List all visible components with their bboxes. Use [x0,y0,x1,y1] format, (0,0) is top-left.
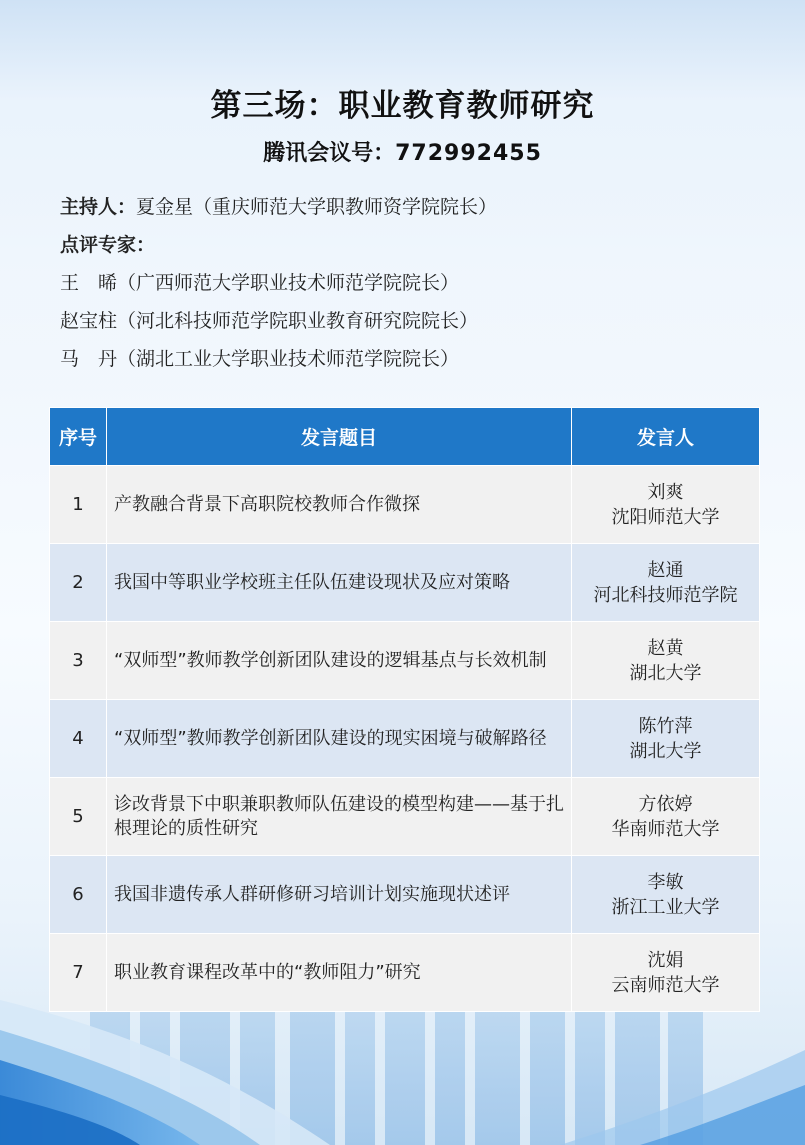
meeting-id [0,136,805,167]
row-topic: 我国非遗传承人群研修研习培训计划实施现状述评 [107,856,572,934]
host-value: 夏金星（重庆师范大学职教师资学院院长） [136,196,498,218]
speaker-org: 河北科技师范学院 [593,584,738,606]
table-header-row [50,408,760,466]
reviewers-label-line [60,226,760,264]
speaker-name: 李敏 [647,871,684,893]
row-speaker [572,544,760,622]
table-row [50,466,760,544]
speaker-name: 赵黄 [647,637,684,659]
reviewer-item: 赵宝柱（河北科技师范学院职业教育研究院院长） [60,310,479,332]
reviewer-item: 王 晞（广西师范大学职业技术师范学院院长） [60,272,460,294]
meeting-label: 腾讯会议号： [263,141,396,166]
header-no: 序号 [50,408,107,466]
table-row [50,700,760,778]
speaker-org: 湖北大学 [629,662,702,684]
agenda-table [49,407,760,1012]
row-topic: 诊改背景下中职兼职教师队伍建设的模型构建——基于扎根理论的质性研究 [107,778,572,856]
table-row [50,544,760,622]
row-number: 7 [50,934,107,1012]
table-row [50,934,760,1012]
row-number: 5 [50,778,107,856]
row-number: 6 [50,856,107,934]
session-info [60,188,760,378]
page-title: 第三场：职业教育教师研究 [210,88,595,124]
host-line [60,188,760,226]
row-number: 3 [50,622,107,700]
row-speaker [572,856,760,934]
speaker-org: 云南师范大学 [611,974,720,996]
speaker-org: 华南师范大学 [611,818,720,840]
speaker-name: 沈娟 [647,949,684,971]
reviewers-label: 点评专家： [60,234,156,256]
row-topic: 职业教育课程改革中的“教师阻力”研究 [107,934,572,1012]
row-speaker [572,466,760,544]
row-number: 2 [50,544,107,622]
table-row [50,622,760,700]
table-row [50,778,760,856]
row-topic: “双师型”教师教学创新团队建设的逻辑基点与长效机制 [107,622,572,700]
row-topic: 产教融合背景下高职院校教师合作微探 [107,466,572,544]
row-speaker [572,700,760,778]
table-row [50,856,760,934]
speaker-org: 浙江工业大学 [611,896,720,918]
header-speaker: 发言人 [572,408,760,466]
row-speaker [572,778,760,856]
speaker-name: 陈竹萍 [638,715,693,737]
row-speaker [572,622,760,700]
speaker-name: 刘爽 [647,481,684,503]
speaker-name: 赵通 [647,559,684,581]
speaker-name: 方依婷 [638,793,693,815]
row-speaker [572,934,760,1012]
row-topic: 我国中等职业学校班主任队伍建设现状及应对策略 [107,544,572,622]
row-number: 1 [50,466,107,544]
header-topic: 发言题目 [107,408,572,466]
host-label: 主持人： [60,196,137,218]
speaker-org: 沈阳师范大学 [611,506,720,528]
meeting-number: 772992455 [395,141,542,166]
speaker-org: 湖北大学 [629,740,702,762]
row-number: 4 [50,700,107,778]
reviewer-item: 马 丹（湖北工业大学职业技术师范学院院长） [60,348,460,370]
row-topic: “双师型”教师教学创新团队建设的现实困境与破解路径 [107,700,572,778]
